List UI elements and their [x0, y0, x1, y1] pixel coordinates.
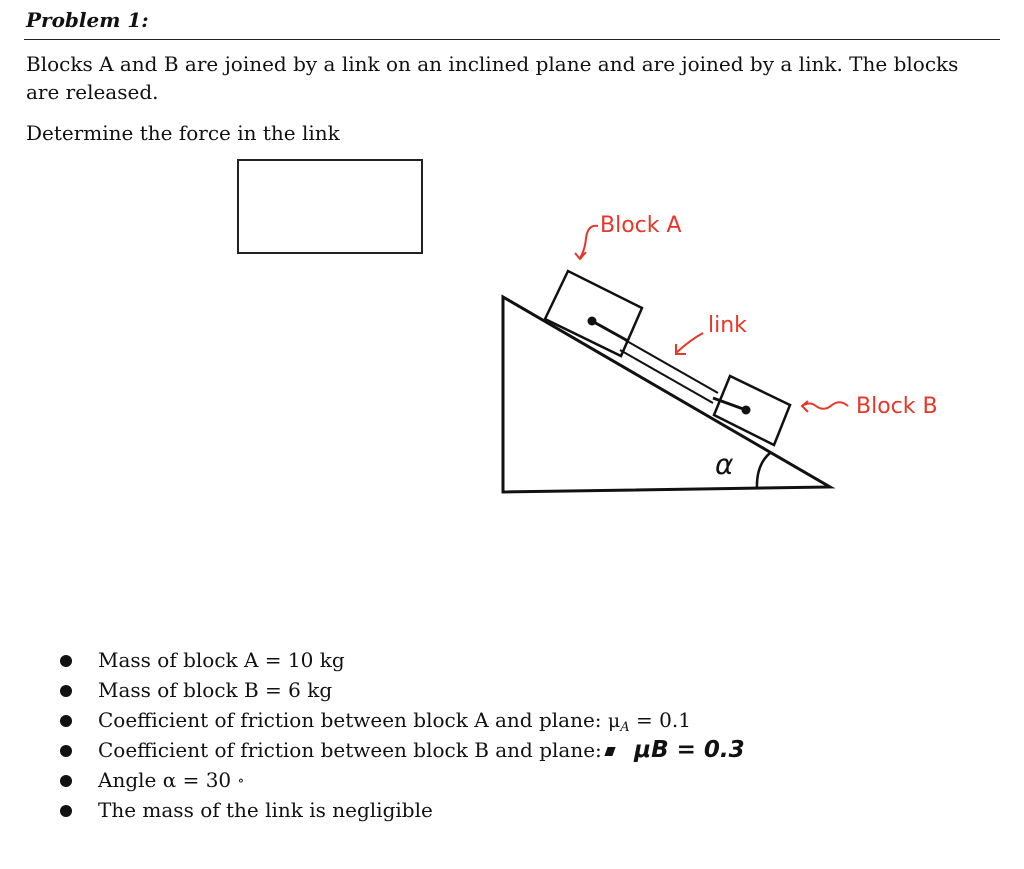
- mu-b-value: μB = 0.3: [634, 737, 745, 763]
- problem-title: Problem 1:: [26, 8, 149, 32]
- degree-icon: ∘: [237, 773, 245, 789]
- mass-a-text: Mass of block A = 10 kg: [98, 648, 345, 672]
- angle-value: = 30: [182, 768, 232, 792]
- alpha-symbol: α: [162, 768, 177, 792]
- mu-a-subscript: A: [620, 720, 630, 735]
- angle-label: α: [715, 448, 734, 481]
- pin-b: [742, 406, 751, 415]
- mu-a-symbol: μ: [607, 710, 621, 732]
- pin-a: [588, 317, 597, 326]
- block-b-label: Block B: [856, 394, 938, 419]
- list-item: [58, 676, 745, 706]
- problem-statement: Blocks A and B are joined by a link on an inclined plane and are joined by a link. The blocks are released.: [26, 52, 959, 104]
- scribble-mark-icon: [604, 747, 615, 756]
- block-a-pointer: [580, 226, 598, 258]
- mu-a-value: = 0.1: [636, 708, 691, 732]
- problem-question: Determine the force in the link: [26, 121, 340, 145]
- block-b-pointer: [802, 402, 848, 409]
- friction-b-text: Coefficient of friction between block B and plane:: [98, 738, 602, 762]
- block-a-label: Block A: [600, 213, 682, 238]
- list-item: [58, 766, 745, 796]
- block-a: [545, 271, 642, 356]
- friction-a-text: Coefficient of friction between block A and plane:: [98, 708, 602, 732]
- list-item: [58, 706, 745, 736]
- block-b-arrowhead-icon: [802, 401, 808, 412]
- link-note-text: The mass of the link is negligible: [98, 798, 433, 822]
- angle-text: Angle: [98, 768, 157, 792]
- angle-arc: [757, 453, 770, 489]
- list-item: [58, 646, 745, 676]
- incline-triangle: [503, 297, 830, 492]
- givens-list: [58, 646, 745, 826]
- block-b: [714, 376, 790, 445]
- link-label: link: [708, 313, 747, 338]
- list-item: [58, 796, 745, 826]
- link-pointer: [676, 333, 703, 353]
- list-item: [58, 736, 745, 766]
- mass-b-text: Mass of block B = 6 kg: [98, 678, 333, 702]
